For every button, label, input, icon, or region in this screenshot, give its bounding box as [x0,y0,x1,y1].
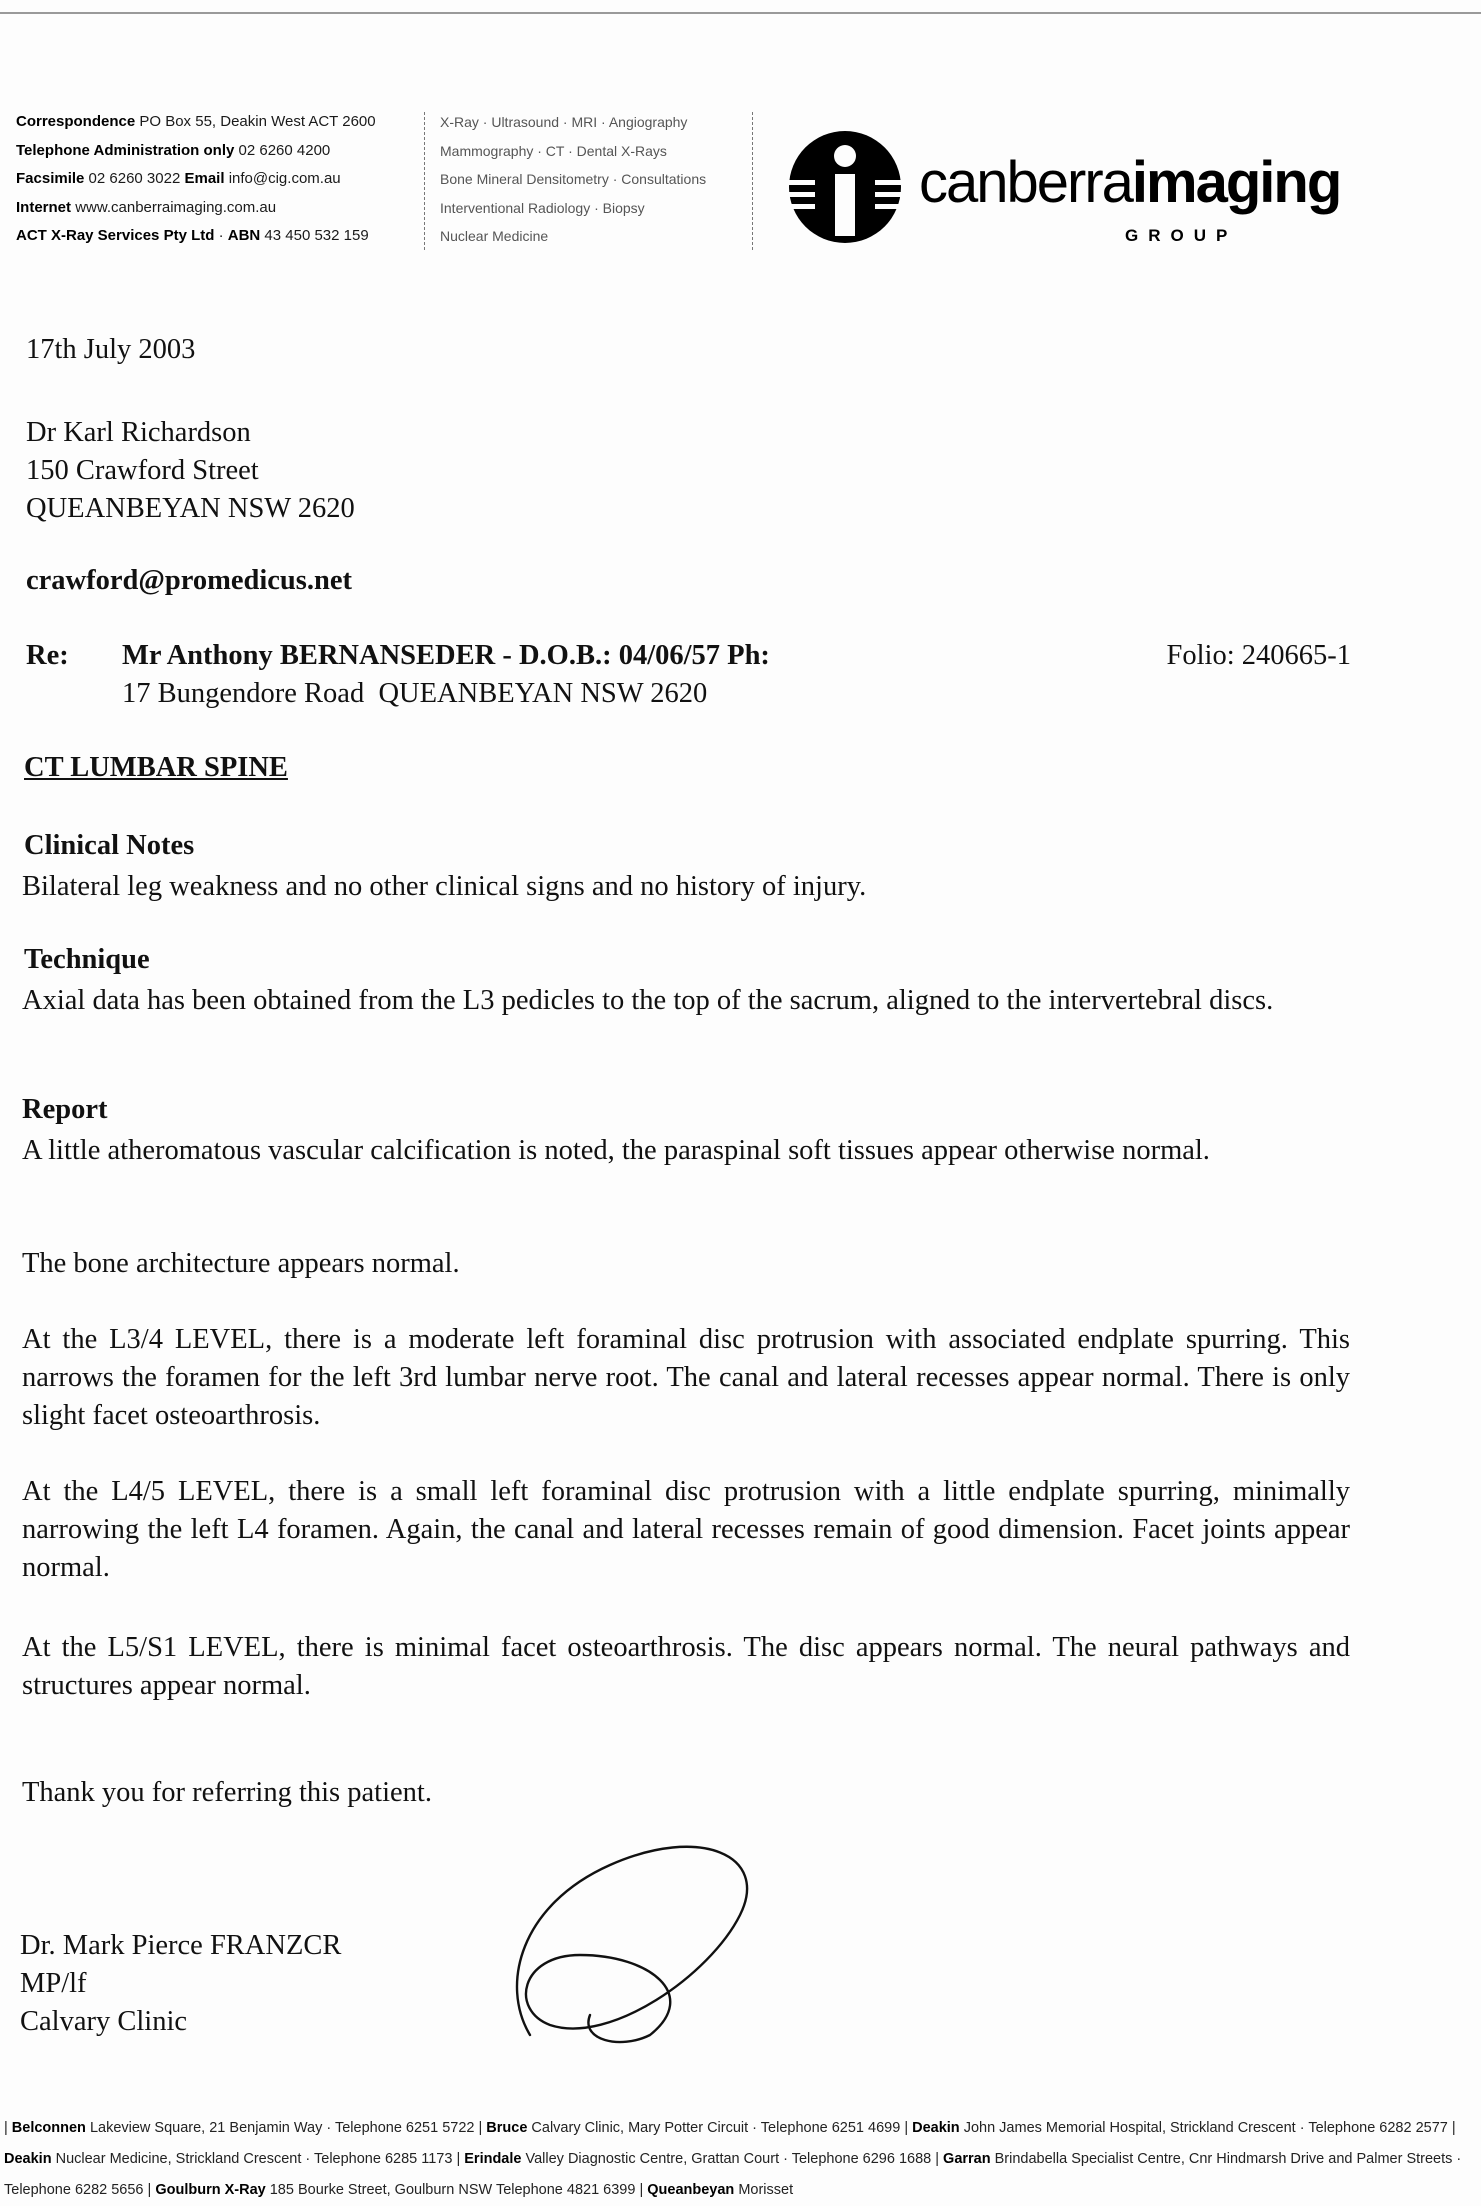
signoff-location: Calvary Clinic [20,2006,188,2037]
canberra-imaging-logo [785,128,1345,246]
report-paragraph: At the L3/4 LEVEL, there is a moderate left foraminal disc protrusion with associated endplate spurring. This narrows the foramen for the left 3rd lumbar nerve root. The canal and lateral recesses appear normal. There is only slight facet osteoarthrosis. [22,1324,1350,1431]
footer-location: | Deakin John James Memorial Hospital, Strickland Crescent · Telephone 6282 2577 [904,2120,1452,2136]
service-line: Interventional Radiology · Biopsy [440,199,645,216]
contact-fax-email: Facsimile 02 6260 3022 Email info@cig.com.au [16,170,341,187]
footer-location: | Queanbeyan Morisset [639,2182,794,2198]
exam-title: CT LUMBAR SPINE [24,752,288,783]
closing-line: Thank you for referring this patient. [22,1777,432,1808]
report-paragraph: At the L5/S1 LEVEL, there is minimal facet osteoarthrosis. The disc appears normal. The neural pathways and structures appear normal. [22,1632,1350,1701]
logo-emblem-icon [785,128,905,246]
section-heading-technique: Technique [24,944,150,975]
contact-internet: Internet www.canberraimaging.com.au [16,198,277,216]
signoff-block [20,1927,341,2041]
patient-details: Mr Anthony BERNANSEDER - D.O.B.: 04/06/57 Ph: [122,640,770,671]
footer-location: | Bruce Calvary Clinic, Mary Potter Circuit · Telephone 6251 4699 [478,2120,905,2136]
folio-number: Folio: 240665-1 [1166,640,1351,671]
page-top-edge [0,12,1481,14]
footer-location: | Goulburn X-Ray 185 Bourke Street, Goulburn NSW Telephone 4821 6399 [147,2182,640,2198]
footer-locations [4,2113,1474,2206]
contact-telephone: Telephone Administration only 02 6260 4200 [16,141,331,159]
header-divider-right [752,112,753,250]
letter-date: 17th July 2003 [26,334,196,365]
logo-wordmark: canberraimaging [919,150,1341,215]
report-paragraph: At the L4/5 LEVEL, there is a small left foraminal disc protrusion with a little endplate spurring, minimally narrowing the left L4 foramen. Again, the canal and lateral recesses remain of good dimension. Facet joints appear normal. [22,1476,1350,1583]
re-label: Re: [26,640,69,671]
footer-location: | Garran Brindabella Specialist Centre, Cnr Hindmarsh Drive and Palmer Streets · Telephone 6282 5656 [4,2151,1462,2198]
report-text: A little atheromatous vascular calcification is noted, the paraspinal soft tissues appear otherwise normal. [22,1135,1210,1166]
service-line: Mammography · CT · Dental X-Rays [440,142,667,159]
section-heading-report: Report [22,1094,108,1125]
letterhead-services [440,108,740,251]
signoff-name: Dr. Mark Pierce FRANZCR [20,1930,342,1961]
technique-text: Axial data has been obtained from the L3 pedicles to the top of the sacrum, aligned to the intervertebral discs. [22,985,1274,1016]
section-heading-clinical-notes: Clinical Notes [24,830,195,861]
recipient-email: crawford@promedicus.net [26,565,352,596]
header-divider-left [424,112,425,250]
patient-address: 17 Bungendore Road QUEANBEYAN NSW 2620 [122,678,708,709]
recipient-city: QUEANBEYAN NSW 2620 [26,493,355,524]
recipient-address [26,414,355,528]
service-line: X-Ray · Ultrasound · MRI · Angiography [440,114,688,130]
signoff-initials: MP/lf [20,1968,87,1999]
service-line: Nuclear Medicine [440,228,549,244]
footer-location: | Erindale Valley Diagnostic Centre, Grattan Court · Telephone 6296 1688 [456,2151,936,2167]
footer-location: | Belconnen Lakeview Square, 21 Benjamin Way · Telephone 6251 5722 [4,2120,479,2136]
letterhead-contact [16,108,416,251]
contact-correspondence: Correspondence PO Box 55, Deakin West ACT 2600 [16,113,376,130]
logo-group-label: GROUP [1125,226,1238,245]
report-paragraph: The bone architecture appears normal. [22,1248,460,1279]
recipient-name: Dr Karl Richardson [26,417,251,448]
signature [500,1835,780,2050]
contact-company: ACT X-Ray Services Pty Ltd · ABN 43 450 532 159 [16,227,369,244]
footer-location: | Deakin Nuclear Medicine, Strickland Crescent · Telephone 6285 1173 [4,2120,1456,2167]
recipient-street: 150 Crawford Street [26,455,259,486]
clinical-notes-text: Bilateral leg weakness and no other clinical signs and no history of injury. [22,871,867,902]
service-line: Bone Mineral Densitometry · Consultations [440,171,707,187]
